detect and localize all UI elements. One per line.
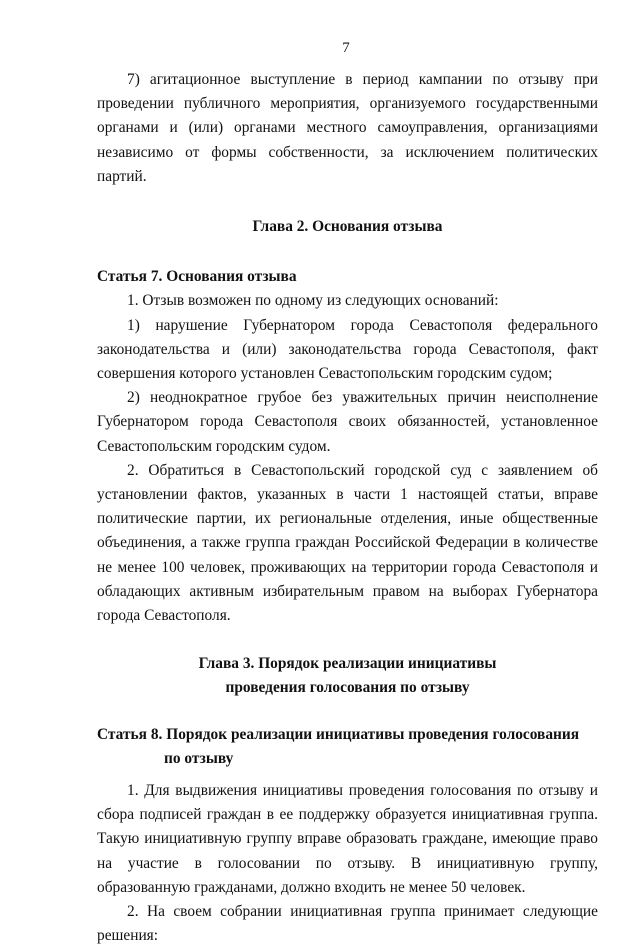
- page-number: 7: [342, 40, 350, 56]
- article-7-part-1: 1. Отзыв возможен по одному из следующих оснований:: [127, 292, 499, 310]
- document-body: [97, 68, 598, 949]
- article-7-heading: Статья 7. Основания отзыва: [97, 268, 297, 286]
- article-8-part-2: 2. На своем собрании инициативная группа принимает следующие решения:: [97, 903, 598, 945]
- article-8-heading-line-1: Статья 8. Порядок реализации инициативы проведения голосования: [97, 725, 580, 743]
- article-7-part-1-item-1: 1) нарушение Губернатором города Севастополя федерального законодательства и (или) законодательства города Севастополя, факт совершения которого установлен Севастопольским городским судом;: [97, 316, 598, 383]
- article-8-heading: [97, 723, 598, 771]
- chapter-2-heading: Глава 2. Основания отзыва: [252, 218, 443, 236]
- article-8-part-1: 1. Для выдвижения инициативы проведения голосования по отзыву и сбора подписей граждан в ее поддержку образуется инициативная группа. Такую инициативную группу вправе образовать граждане, имеющие право на участие в голосовании по отзыву. В инициативную группу, образованную гражданами, должно входить не менее 50 человек.: [97, 782, 598, 896]
- article-8-heading-line-2: по отзыву: [164, 749, 234, 767]
- chapter-3-heading-line-2: проведения голосования по отзыву: [225, 679, 470, 697]
- paragraph-item-7: 7) агитационное выступление в период кампании по отзыву при проведении публичного мероприятия, организуемого государственными органами и (или) органами местного самоуправления, организациями независимо от формы собственности, за исключением политических партий.: [97, 71, 598, 185]
- article-7-part-1-item-2: 2) неоднократное грубое без уважительных причин неисполнение Губернатором города Севастополя своих обязанностей, установленное Севастопольским городским судом.: [97, 389, 598, 455]
- chapter-3-heading: [97, 652, 598, 700]
- article-7-part-2: 2. Обратиться в Севастопольский городской суд с заявлением об установлении фактов, указанных в части 1 настоящей статьи, вправе политические партии, их региональные отделения, иные общественные объединения, а также группа граждан Российской Федерации в количестве не менее 100 человек, проживающих на территории города Севастополя и обладающих активным избирательным правом на выборах Губернатора города Севастополя.: [97, 461, 598, 625]
- chapter-3-heading-line-1: Глава 3. Порядок реализации инициативы: [198, 655, 497, 673]
